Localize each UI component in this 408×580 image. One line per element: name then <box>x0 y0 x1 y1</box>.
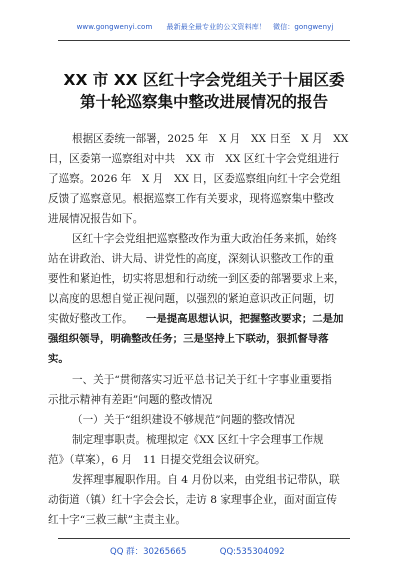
body-line-bold: 实。 <box>48 353 69 365</box>
body-line: 制定理事职责。梳理拟定《XX 区红十字会理事工作规 <box>72 434 324 446</box>
footer-qq-group: QQ 群：30265665 <box>110 547 187 557</box>
document-title-line-1: XX 市 XX 区红十字会党组关于十届区委 <box>63 71 345 89</box>
subsection-heading: （一）关于“组织建设不够规范”问题的整改情况 <box>72 414 295 426</box>
body-line: 红十字“三救三献”主责主业。 <box>48 514 186 526</box>
body-line: 日，区委第一巡察组对中共 XX 市 XX 区红十字会党组进行 <box>48 153 340 165</box>
body-line: 站在讲政治、讲大局、讲党性的高度，深刻认识整改工作的重 <box>48 253 335 265</box>
body-line: 反馈了巡察意见。根据巡察工作有关要求，现将巡察集中整改 <box>48 193 335 205</box>
body-line: 区红十字会党组把巡察整改作为重大政治任务来抓，始终 <box>72 233 337 245</box>
section-heading: 示批示精神有差距”问题的整改情况 <box>48 394 213 406</box>
body-line: 实做好整改工作。 <box>48 313 133 325</box>
body-line: 动街道（镇）红十字会会长，走访 8 家理事企业，面对面宣传 <box>48 494 337 506</box>
body-line: 进展情况报告如下。 <box>48 213 144 225</box>
body-line-bold: 一是提高思想认识，把握整改要求；二是加 <box>146 313 344 325</box>
body-line: 以高度的思想自觉正视问题，以强烈的紧迫意识改正问题，切 <box>48 293 335 305</box>
header-banner: www.gongwenyi.com 最新最全最专业的公文资料库！ 微信：gongwenyj <box>76 23 334 31</box>
footer-divider <box>58 538 350 539</box>
body-line: 要性和紧迫性，切实将思想和行动统一到区委的部署要求上来， <box>48 273 345 285</box>
body-line-bold: 强组织领导，明确整改任务；三是坚持上下联动，狠抓督导落 <box>48 333 329 345</box>
body-line: 根据区委统一部署，2025 年 X 月 XX 日至 X 月 XX <box>72 133 349 145</box>
body-line: 范》（草案），6 月 11 日提交党组会议研究。 <box>48 454 266 466</box>
body-line: 了巡察。2026 年 X 月 XX 日，区委巡察组向红十字会党组 <box>48 173 341 185</box>
body-line: 发挥理事履职作用。自 4 月份以来，由党组书记带队，联 <box>72 474 340 486</box>
document-title-line-2: 第十轮巡察集中整改进展情况的报告 <box>79 93 328 111</box>
header-divider <box>58 40 350 41</box>
footer-qq: QQ:535304092 <box>219 547 285 557</box>
footer-contact <box>110 545 300 557</box>
section-heading: 一、关于“贯彻落实习近平总书记关于红十字事业重要指 <box>72 374 332 386</box>
